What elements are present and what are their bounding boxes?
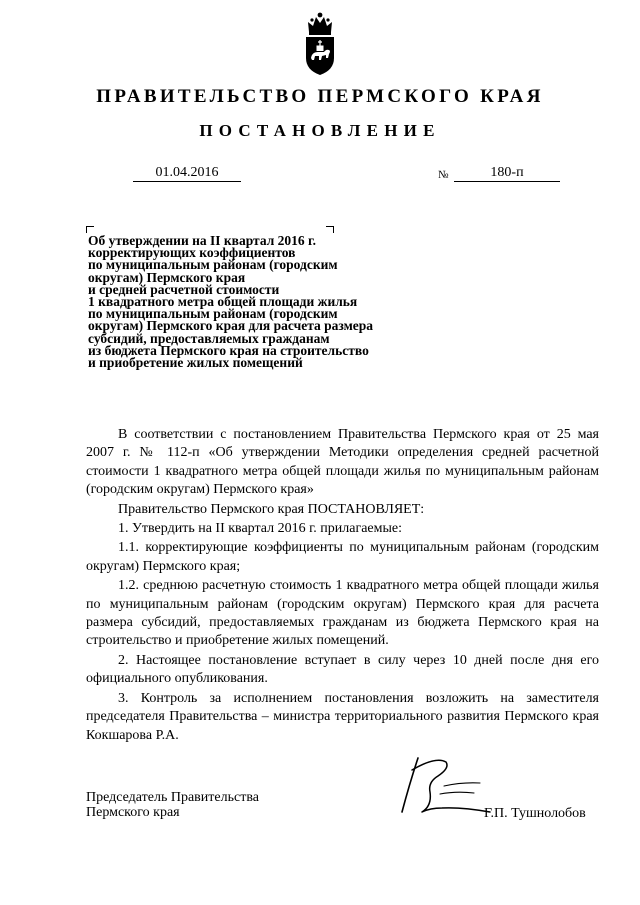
subject-line: субсидий, предоставляемых гражданам: [88, 330, 330, 346]
subject-line: корректирующих коэффициентов: [88, 245, 296, 261]
body-paragraph-item-1-1: 1.1. корректирующие коэффициенты по муниципальным районам (городским округам) Пермского края;: [86, 540, 599, 574]
signer-name: Г.П. Тушнолобов: [484, 806, 586, 821]
subject-bracket-left: [86, 226, 94, 233]
signer-position-line: Председатель Правительства: [86, 790, 259, 805]
body-paragraph-preamble: В соответствии с постановлением Правительства Пермского края от 25 мая 2007 г. № 112-п «Об утверждении Методики определения средней расчетной стоимости 1 квадратного метра общей площади жилья по муниципальным районам (городским округам) Пермского края»: [86, 427, 599, 498]
subject-line: из бюджета Пермского края на строительство: [88, 342, 369, 358]
subject-line: 1 квадратного метра общей площади жилья: [88, 294, 358, 310]
subject-line: и приобретение жилых помещений: [88, 355, 303, 371]
document-body: [86, 426, 599, 745]
signer-position-line: Пермского края: [86, 805, 180, 820]
handwritten-signature-icon: [396, 752, 492, 822]
document-number: 180-п: [454, 164, 560, 182]
subject-line: по муниципальным районам (городским: [88, 306, 338, 322]
subject-line: округам) Пермского края для расчета размера: [88, 318, 374, 334]
subject-line: округам) Пермского края: [88, 269, 246, 285]
document-subject: [88, 235, 428, 369]
coat-of-arms-icon: [302, 10, 338, 76]
subject-line: по муниципальным районам (городским: [88, 257, 338, 273]
number-sign: №: [438, 169, 449, 181]
document-date: 01.04.2016: [133, 164, 241, 182]
body-paragraph-item-1: 1. Утвердить на II квартал 2016 г. прилагаемые:: [118, 521, 402, 537]
subject-line: и средней расчетной стоимости: [88, 281, 280, 297]
body-paragraph-item-3: 3. Контроль за исполнением постановления возложить на заместителя председателя Правительства – министра территориального развития Пермского края Кокшарова Р.А.: [86, 690, 599, 743]
body-paragraph-resolves: Правительство Пермского края ПОСТАНОВЛЯЕТ:: [118, 501, 425, 517]
subject-line: Об утверждении на II квартал 2016 г.: [88, 233, 317, 248]
document-type: ПОСТАНОВЛЕНИЕ: [199, 121, 441, 140]
signer-position: [86, 790, 259, 820]
body-paragraph-item-2: 2. Настоящее постановление вступает в силу через 10 дней после дня его официального опубликования.: [86, 652, 599, 687]
subject-bracket-right: [326, 226, 334, 233]
government-title: ПРАВИТЕЛЬСТВО ПЕРМСКОГО КРАЯ: [96, 86, 544, 107]
body-paragraph-item-1-2: 1.2. среднюю расчетную стоимость 1 квадратного метра общей площади жилья по муниципальным районам (городским округам) Пермского края для расчета размера субсидий, предоставляемых гражданам из бюджета Пермского края на строительство и приобретение жилых помещений.: [86, 578, 599, 649]
